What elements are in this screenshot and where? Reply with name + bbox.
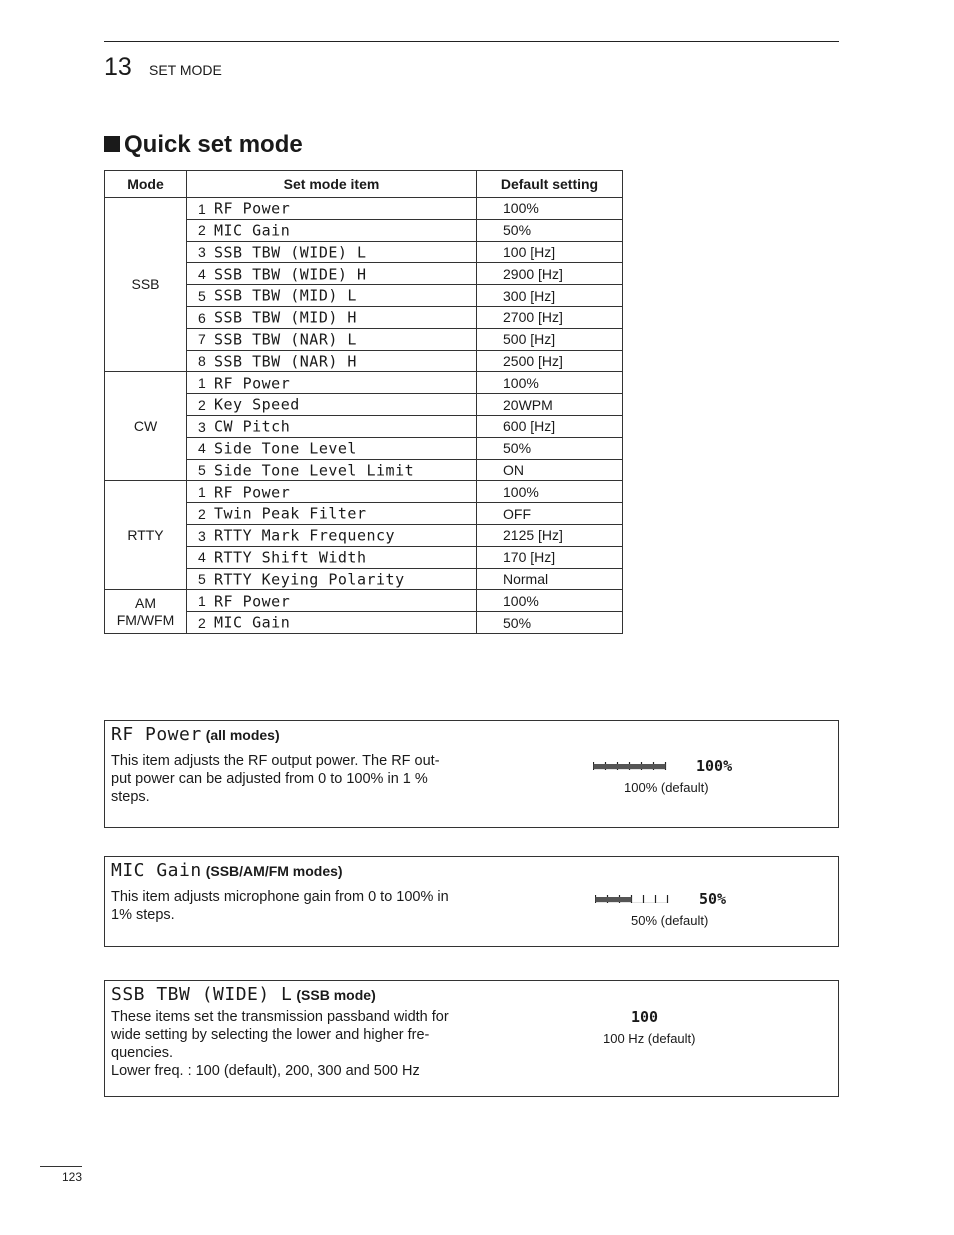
default-cell: 20WPM	[477, 394, 623, 416]
item-label: RTTY Shift Width	[214, 548, 367, 567]
default-cell: 2700 [Hz]	[477, 306, 623, 328]
detail-text: This item adjusts the RF output power. The RF out-put power can be adjusted from 0 to 100% in 1 % steps.	[111, 753, 440, 805]
mode-label: RTTY	[127, 526, 164, 543]
display-caption: 100% (default)	[624, 780, 709, 795]
quick-set-table	[104, 170, 623, 634]
item-label: SSB TBW (MID) L	[214, 286, 357, 305]
item-label: SSB TBW (NAR) L	[214, 330, 357, 349]
detail-scope: (SSB/AM/FM modes)	[205, 862, 343, 879]
item-label: MIC Gain	[214, 221, 291, 240]
mode-label: CW	[133, 417, 158, 434]
display-value: 100%	[696, 757, 733, 775]
item-cell	[187, 263, 477, 285]
detail-heading	[111, 984, 376, 1005]
item-number: 5	[198, 287, 206, 304]
item-cell	[187, 350, 477, 372]
item-label: SSB TBW (MID) H	[214, 308, 357, 327]
footer-rule	[40, 1166, 82, 1167]
item-number: 3	[198, 244, 206, 261]
default-cell: 170 [Hz]	[477, 546, 623, 568]
table-row	[105, 198, 623, 220]
detail-heading	[111, 724, 280, 745]
item-number: 7	[198, 331, 206, 348]
table-header-row	[105, 171, 623, 198]
item-label: RF Power	[214, 591, 291, 610]
default-cell: 2900 [Hz]	[477, 263, 623, 285]
item-number: 1	[198, 592, 206, 609]
display-caption: 100 Hz (default)	[603, 1031, 696, 1046]
default-cell: 600 [Hz]	[477, 415, 623, 437]
item-label: RTTY Mark Frequency	[214, 526, 396, 545]
item-label: RTTY Keying Polarity	[214, 570, 405, 589]
default-cell: 100%	[477, 198, 623, 220]
mode-label: AM	[135, 594, 156, 611]
mode-cell	[105, 590, 187, 634]
display-value: 100	[631, 1008, 659, 1026]
default-cell: 100%	[477, 481, 623, 503]
page-number: 123	[62, 1170, 83, 1184]
level-meter-icon	[593, 760, 667, 770]
item-label: Side Tone Level	[214, 439, 357, 458]
item-cell	[187, 503, 477, 525]
item-cell	[187, 394, 477, 416]
col-header-default: Default setting	[477, 171, 623, 198]
lcd-item-name: SSB TBW (WIDE) L	[111, 984, 293, 1005]
table-row	[105, 481, 623, 503]
table-row	[105, 372, 623, 394]
detail-scope: (all modes)	[205, 726, 280, 743]
default-cell: 2500 [Hz]	[477, 350, 623, 372]
item-cell	[187, 481, 477, 503]
detail-text-line: quencies.	[111, 1045, 174, 1061]
chapter-number: 13	[104, 53, 132, 81]
display-value: 50%	[699, 890, 727, 908]
item-cell	[187, 415, 477, 437]
item-label: SSB TBW (WIDE) L	[214, 243, 367, 262]
level-meter-icon	[595, 893, 669, 903]
detail-text	[111, 1008, 457, 1080]
col-header-item: Set mode item	[187, 171, 477, 198]
item-number: 4	[198, 440, 206, 457]
item-number: 3	[198, 418, 206, 435]
item-number: 1	[198, 374, 206, 391]
item-number: 2	[198, 222, 206, 239]
mode-cell	[105, 481, 187, 590]
default-cell: ON	[477, 459, 623, 481]
header-rule	[104, 41, 839, 42]
item-number: 6	[198, 309, 206, 326]
detail-box-rf-power	[104, 720, 839, 828]
section-title: Quick set mode	[104, 131, 303, 159]
mode-label: FM/WFM	[116, 611, 175, 628]
mode-cell	[105, 372, 187, 481]
item-label: Side Tone Level Limit	[214, 461, 415, 480]
item-number: 4	[198, 265, 206, 282]
item-label: Key Speed	[214, 395, 300, 414]
default-cell: 100%	[477, 590, 623, 612]
item-number: 4	[198, 549, 206, 566]
default-cell: OFF	[477, 503, 623, 525]
item-cell	[187, 590, 477, 612]
item-number: 2	[198, 505, 206, 522]
item-cell	[187, 437, 477, 459]
item-number: 1	[198, 200, 206, 217]
item-number: 5	[198, 571, 206, 588]
detail-text: This item adjusts microphone gain from 0 to 100% in 1% steps.	[111, 889, 449, 923]
item-label: SSB TBW (WIDE) H	[214, 264, 367, 283]
item-label: RF Power	[214, 482, 291, 501]
item-label: MIC Gain	[214, 613, 291, 632]
default-cell: 100%	[477, 372, 623, 394]
item-cell	[187, 568, 477, 590]
detail-box-ssb-tbw-wide-l	[104, 980, 839, 1097]
detail-text-line: wide setting by selecting the lower and higher fre-	[111, 1027, 430, 1043]
item-cell	[187, 524, 477, 546]
item-number: 3	[198, 527, 206, 544]
item-cell	[187, 328, 477, 350]
item-number: 2	[198, 396, 206, 413]
item-label: RF Power	[214, 373, 291, 392]
default-cell: 500 [Hz]	[477, 328, 623, 350]
detail-scope: (SSB mode)	[296, 986, 376, 1003]
default-cell: 300 [Hz]	[477, 285, 623, 307]
mode-label: SSB	[131, 276, 160, 293]
table-body	[105, 198, 623, 634]
item-cell	[187, 306, 477, 328]
table-row	[105, 590, 623, 612]
item-label: Twin Peak Filter	[214, 504, 367, 523]
item-cell	[187, 612, 477, 634]
item-number: 5	[198, 462, 206, 479]
default-cell: 50%	[477, 219, 623, 241]
chapter-title: SET MODE	[149, 62, 222, 78]
default-cell: 50%	[477, 437, 623, 459]
display-caption: 50% (default)	[631, 913, 709, 928]
item-cell	[187, 219, 477, 241]
mode-cell	[105, 198, 187, 372]
detail-text-line: Lower freq. : 100 (default), 200, 300 and 500 Hz	[111, 1063, 420, 1079]
item-label: SSB TBW (NAR) H	[214, 352, 357, 371]
default-cell: 2125 [Hz]	[477, 524, 623, 546]
item-number: 1	[198, 483, 206, 500]
item-number: 2	[198, 614, 206, 631]
default-cell: Normal	[477, 568, 623, 590]
square-bullet-icon	[104, 136, 120, 152]
detail-text-line: These items set the transmission passband width for	[111, 1009, 449, 1025]
detail-box-mic-gain	[104, 856, 839, 947]
detail-heading	[111, 860, 343, 881]
item-label: CW Pitch	[214, 417, 291, 436]
item-cell	[187, 198, 477, 220]
item-number: 8	[198, 353, 206, 370]
item-cell	[187, 285, 477, 307]
lcd-item-name: RF Power	[111, 724, 202, 745]
col-header-mode: Mode	[105, 171, 187, 198]
item-cell	[187, 546, 477, 568]
item-label: RF Power	[214, 199, 291, 218]
default-cell: 100 [Hz]	[477, 241, 623, 263]
item-cell	[187, 241, 477, 263]
lcd-item-name: MIC Gain	[111, 860, 202, 881]
item-cell	[187, 372, 477, 394]
default-cell: 50%	[477, 612, 623, 634]
item-cell	[187, 459, 477, 481]
